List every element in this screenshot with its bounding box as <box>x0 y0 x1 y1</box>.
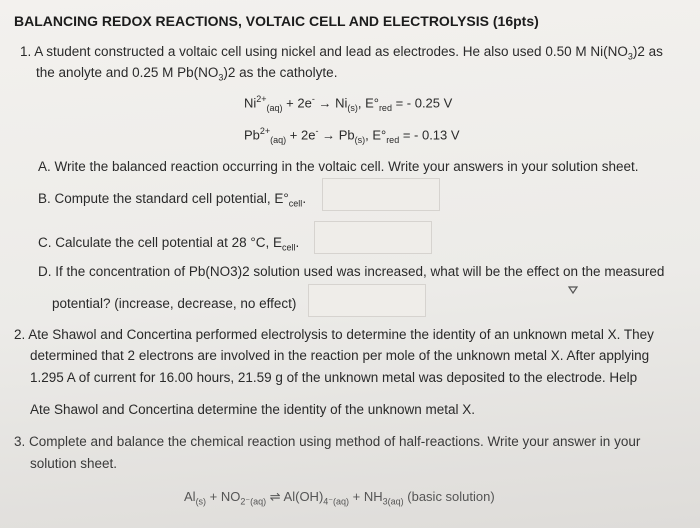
q1-line2-sub: 3 <box>218 72 224 83</box>
answer-box-c[interactable] <box>314 221 432 254</box>
eq2-product: → Pb <box>318 127 355 143</box>
eq1-product-state: (s) <box>347 102 358 113</box>
eq1-e-charge: - <box>311 94 315 104</box>
q2-line2: determined that 2 electrons are involved in the reaction per mole of the unknown metal X. After applying <box>30 348 650 363</box>
q3-eq-nh3-state: 3(aq) <box>382 496 404 507</box>
q1-part-b-sub: cell <box>288 198 303 209</box>
q3-eq-nh3: + NH <box>349 489 383 504</box>
answer-box-d[interactable] <box>308 284 426 317</box>
eq1-electrons: + 2e <box>282 95 312 111</box>
q2-line3: 1.295 A of current for 16.00 hours, 21.59 g of the unknown metal was deposited to the electrode. Help <box>30 370 638 385</box>
eq1-value: = - 0.25 V <box>391 95 453 111</box>
q1-part-d-line1: D. If the concentration of Pb(NO3)2 solution used was increased, what will be the effect on the measured <box>38 264 665 279</box>
eq1-state: (aq) <box>266 102 283 113</box>
eq2-charge: 2+ <box>259 126 271 136</box>
q3-eq-no2-state: 2⁻(aq) <box>240 496 267 507</box>
q1-part-b-end: . <box>302 191 307 206</box>
mouse-cursor-icon <box>566 283 580 297</box>
q3-equation <box>184 489 495 508</box>
q1-line1-sub: 3 <box>627 51 633 62</box>
eq1-charge: 2+ <box>256 94 267 104</box>
q3-eq-al: Al <box>184 489 196 504</box>
q1-part-c-text: C. Calculate the cell potential at 28 °C, E <box>38 235 283 250</box>
q3-eq-aloh4: ⇌ Al(OH) <box>266 489 324 504</box>
answer-box-b[interactable] <box>322 178 440 211</box>
q1-part-d-line2: potential? (increase, decrease, no effect) <box>52 296 297 311</box>
q1-part-a: A. Write the balanced reaction occurring in the voltaic cell. Write your answers in your solution sheet. <box>38 159 639 174</box>
eq2-red: red <box>386 134 400 145</box>
q2-line1: 2. Ate Shawol and Concertina performed electrolysis to determine the identity of an unknown metal X. They <box>14 327 654 342</box>
q1-part-b <box>38 191 306 209</box>
eq1-product: → Ni <box>314 95 348 111</box>
eq2-electrons: + 2e <box>286 127 316 143</box>
q1-line1-text: 1. A student constructed a voltaic cell using nickel and lead as electrodes. He also used 0.50 M Ni(NO <box>20 44 628 59</box>
q3-eq-al-state: (s) <box>195 496 207 507</box>
eq2-value: = - 0.13 V <box>399 127 460 143</box>
half-reaction-ni <box>244 94 452 113</box>
q3-eq-aloh4-state: 4⁻(aq) <box>323 496 350 507</box>
eq2-eo: , E° <box>365 127 387 143</box>
q1-line2 <box>36 65 337 83</box>
eq1-ni: Ni <box>244 95 257 111</box>
eq1-red: red <box>378 102 392 113</box>
q3-line2: solution sheet. <box>30 456 118 471</box>
q3-eq-no2: + NO <box>206 489 241 504</box>
half-reaction-pb <box>244 126 460 145</box>
q1-line1-end: )2 as <box>632 44 663 59</box>
q3-line1: 3. Complete and balance the chemical reaction using method of half-reactions. Write your answer in your <box>14 434 641 449</box>
eq2-product-state: (s) <box>354 134 366 145</box>
q3-eq-condition: (basic solution) <box>403 489 495 504</box>
eq2-pb: Pb <box>244 127 260 143</box>
q1-part-c <box>38 235 299 253</box>
q1-line1 <box>20 44 663 62</box>
q1-part-c-sub: cell <box>282 242 296 253</box>
q1-part-b-text: B. Compute the standard cell potential, E° <box>38 191 289 206</box>
eq2-state: (aq) <box>270 134 287 145</box>
q1-line2-end: )2 as the catholyte. <box>223 65 338 80</box>
q2-line4: Ate Shawol and Concertina determine the identity of the unknown metal X. <box>30 402 476 417</box>
q1-line2-text: the anolyte and 0.25 M Pb(NO <box>36 65 219 80</box>
q1-part-c-end: . <box>295 235 300 250</box>
eq2-e-charge: - <box>315 126 319 136</box>
eq1-eo: , E° <box>357 95 379 111</box>
page-title: BALANCING REDOX REACTIONS, VOLTAIC CELL AND ELECTROLYSIS (16pts) <box>14 13 539 29</box>
